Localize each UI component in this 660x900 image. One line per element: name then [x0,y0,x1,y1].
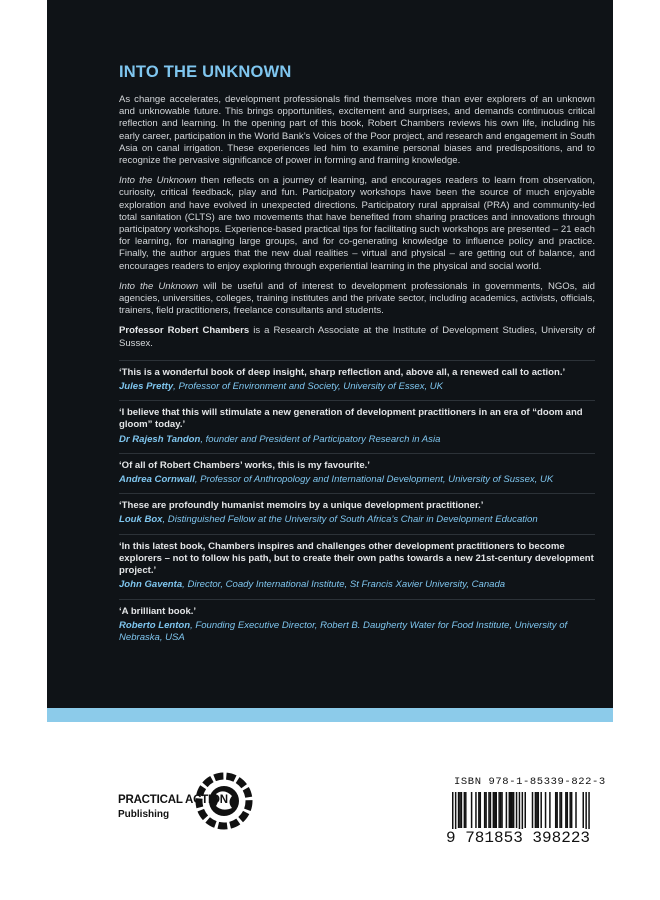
author-bio-text: is a Research Associate at the Institute of Development Studies, University of Sussex. [119,325,596,349]
author-bio [119,325,595,349]
barcode-bar [571,792,573,828]
endorser-role: , Director, Coady International Institute, St Francis Xavier University, Canada [182,579,506,591]
endorsement-quote: ‘A brilliant book.’ [119,605,197,617]
publisher-name: PRACTICAL ACTION [118,794,228,806]
publisher-logo [118,772,258,832]
endorser-name: Louk Box [119,514,163,526]
barcode-bar [583,792,585,828]
endorsement-quote: ‘This is a wonderful book of deep insight, sharp reflection and, above all, a renewed call to action.’ [119,366,566,378]
endorsement [119,600,595,652]
endorsement [119,454,595,494]
barcode-bar [575,792,577,828]
endorsement [119,401,595,454]
barcode-bar [458,792,460,828]
barcode-bar [475,792,477,828]
endorsement-attribution [119,474,595,486]
endorsement [119,361,595,401]
book-title: INTO THE UNKNOWN [119,63,292,81]
barcode-bar [498,792,500,828]
barcode-bar [522,792,524,832]
endorsement-attribution [119,579,595,591]
barcode-bar [511,792,513,828]
barcode-bar [540,792,542,828]
barcode-bar [561,792,563,828]
barcode-bar [465,792,467,828]
isbn-label: ISBN 978-1-85339-822-3 [454,776,606,788]
endorsements-list [119,361,595,651]
endorser-role: , founder and President of Participatory Research in Asia [200,433,441,445]
endorsement-quote: ‘Of all of Robert Chambers’ works, this is my favourite.’ [119,459,370,471]
isbn-barcode [452,792,594,832]
barcode-bar [525,792,527,828]
endorsement-quote: ‘In this latest book, Chambers inspires and challenges other development practitioners to become explorers – not to follow his path, but to create their own paths towards a new 21st-century development project.’ [119,540,594,577]
barcode-bar [480,792,482,828]
endorsement-attribution [119,381,595,393]
author-name: Professor Robert Chambers [119,325,250,337]
blurb-paragraph [119,94,595,167]
barcode-bar [545,792,547,828]
barcode-bar [513,792,515,828]
barcode-bar [538,792,540,828]
barcode-bar [459,792,461,828]
barcode-bar [585,792,587,832]
blurb-paragraph [119,281,595,318]
blurb-italic-lead: Into the Unknown [119,175,197,187]
endorsement [119,535,595,600]
barcode-bar [471,792,473,828]
endorser-name: John Gaventa [119,579,183,591]
endorser-name: Dr Rajesh Tandon [119,433,201,445]
endorsement-quote: ‘These are profoundly humanist memoirs by a unique development practitioner.’ [119,500,484,512]
barcode-bar [555,792,557,828]
publisher-subtitle: Publishing [118,809,170,820]
barcode-bar [464,792,466,828]
endorsement [119,494,595,534]
blurb-text: then reflects on a journey of learning, and encourages readers to learn from observation, curiosity, critical feedback, play and fun. Participatory workshops have been the source of much enjoyable exploration and have evolved in unexpected directions. Participatory rural appraisal (PRA) and community-led total sanitation (CLTS) are two movements that have benefited from sharing practices and innovations through participatory workshops. Experience-based practical tips for facilitating such workshops are presented – 21 each for learning, for managing large groups, and for co-generating knowledge to influence policy and practice. Finally, the author argues that the new dual realities – virtual and physical – are getting out of balance, and encourages readers to enjoy exploring through experiential learning in the physical and social world. [119,175,595,272]
endorser-role: , Founding Executive Director, Robert B. Daugherty Water for Food Institute, University of Nebraska, USA [119,619,568,643]
barcode-bar [490,792,492,828]
barcode-bar [567,792,569,828]
endorsement-attribution [119,514,595,526]
barcode-bar [494,792,496,828]
barcode-bar [516,792,518,828]
endorsement-attribution [119,620,595,644]
barcode-bar [588,792,590,832]
endorser-role: , Professor of Anthropology and International Development, University of Sussex, UK [194,474,554,486]
barcode-bar [535,792,537,828]
endorsement-quote: ‘I believe that this will stimulate a new generation of development practitioners in an era of “doom and gloom” today.’ [119,407,583,431]
barcode-bar [478,792,480,828]
barcode-digits: 9 781853 398223 [446,829,596,847]
barcode-bar [496,792,498,828]
endorser-name: Andrea Cornwall [119,474,195,486]
blurb-paragraph [119,175,595,273]
barcode-bar [532,792,534,828]
barcode-bar [549,792,551,828]
barcode-bar [493,792,495,828]
barcode-bar [519,792,521,832]
barcode-bar [536,792,538,828]
barcode-bar [455,792,457,832]
blurb-italic-lead: Into the Unknown [119,280,199,292]
blurb-text: will be useful and of interest to development professionals in governments, NGOs, aid agencies, universities, colleges, training institutes and the private sector, including academics, activists, officials, trainers, field practitioners, freelance consultants and students. [119,280,595,317]
barcode-bar [556,792,558,828]
barcode-bar [510,792,512,828]
back-cover-content [119,62,595,651]
barcode-bar [488,792,490,828]
blurb-text: As change accelerates, development professionals find themselves more than ever explorers of an unknown and unknowable future. This brings opportunities, excitement and surprises, and demands continuous critical reflection and learning. In the opening part of this book, Robert Chambers reviews his own life, including his early career, participation in the World Bank’s Voices of the Poor project, and research and engagement in South Asia on canal irrigation. These experiences led him to examine personal biases and predispositions, and to recognize the pervasive significance of power in forming and framing knowledge. [119,94,595,167]
barcode-bar [569,792,571,828]
endorser-name: Jules Pretty [119,381,174,393]
barcode-bar [461,792,463,828]
barcode-bar [509,792,511,828]
barcode-bar [484,792,486,828]
barcode-bar [485,792,487,828]
endorsement-attribution [119,434,595,446]
endorser-role: , Professor of Environment and Society, University of Essex, UK [173,381,444,393]
endorser-name: Roberto Lenton [119,619,191,631]
barcode-bar [500,792,502,828]
barcode-bar [452,792,454,832]
barcode-bar [501,792,503,828]
barcode-bar [565,792,567,828]
barcode-bar [506,792,508,828]
endorser-role: , Distinguished Fellow at the University of South Africa’s Chair in Development Education [162,514,538,526]
blue-stripe [47,708,613,722]
barcode-bar [559,792,561,828]
